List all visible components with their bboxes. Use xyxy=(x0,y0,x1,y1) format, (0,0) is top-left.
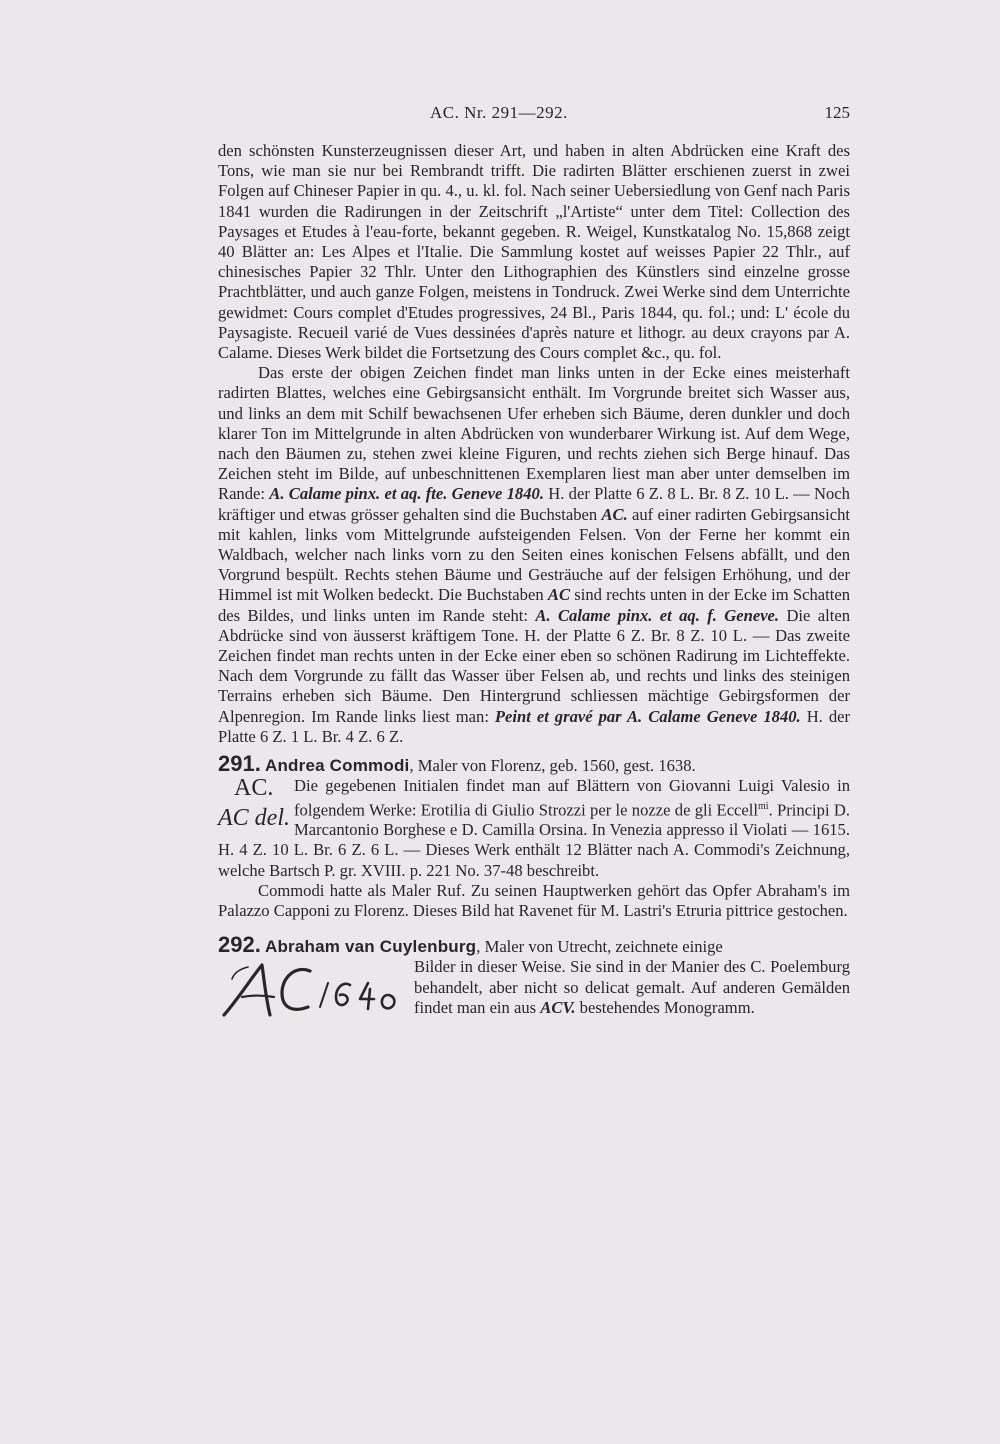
entry-291-name: Andrea Commodi xyxy=(264,756,410,776)
running-head: AC. Nr. 291—292. xyxy=(430,103,568,122)
entry-291 xyxy=(218,751,851,921)
entry-291-intro: , Maler von Florenz, geb. 1560, gest. 1638. xyxy=(409,756,696,776)
entry-291-body-c: Commodi hatte als Maler Ruf. Zu seinen Hauptwerken gehört das Opfer Abraham's im Palazzo Capponi zu Florenz. Dieses Bild hat Ravenet für M. Lastri's Etruria pittrice gestochen. xyxy=(218,880,850,921)
body-text xyxy=(218,141,850,1021)
paragraph-2-text-e: auf einer radirten Gebirgsansicht mit kahlen, links vom Mittelgrunde aufsteigenden Felsen. Von der Ferne her kommt ein Waldbach, welcher nach links vorn zu den Seiten eines konischen Felsens abfällt, und den Vorgrund bespült. Rechts stehen Bäume und Gesträuche auf der felsigen Erhöhung, und der Himmel ist mit Wolken bedeckt. Die Buchstaben xyxy=(218,504,851,605)
entry-291-superscript: mi xyxy=(758,800,769,812)
monogram-acv: ACV. xyxy=(540,997,576,1017)
entry-291-heading xyxy=(218,751,850,777)
page-number: 125 xyxy=(824,103,850,122)
entry-292-heading xyxy=(218,932,850,958)
inscription-2: A. Calame pinx. et aq. f. Geneve. xyxy=(535,605,780,625)
paragraph-2-text-c: H. der Platte 6 Z. 8 L. Br. 8 Z. 10 L. — Noch kräftiger und etwas grösser gehalten sind die Buchstaben xyxy=(218,484,850,524)
entry-291-body-b: . Principi D. Marcantonio Borghese e D. Camilla Orsina. In Venezia appresso il Violati — 1615. H. 4 Z. 10 L. Br. 6 Z. 6 L. — Dieses Werk enthält 12 Blätter nach A. Commodi's Zeichnung, welche Bartsch P. gr. XVIII. p. 221 No. 37-48 beschreibt. xyxy=(218,800,851,880)
entry-292 xyxy=(218,932,850,1018)
entry-292-intro: , Maler von Utrecht, zeichnete einige xyxy=(476,937,723,957)
monogram-ac-del: AC del. xyxy=(218,805,290,832)
entry-291-body xyxy=(218,776,850,881)
paragraph-2-text-k: H. der Platte 6 Z. 1 L. Br. 4 Z. 6 Z. xyxy=(218,706,851,746)
paragraph-2-text-a: Das erste der obigen Zeichen findet man links unten in der Ecke eines meisterhaft radirten Blattes, welches eine Gebirgsansicht enthält. Im Vorgrunde breitet sich Wasser aus, und links an dem mit Schilf bewachsenen Ufer erheben sich Bäume, deren dunkler und doch klarer Ton im Mittelgrunde in alten Abdrücken von wunderbarer Wirkung ist. Auf dem Wege, nach den Bäumen zu, stehen zwei kleine Figuren, und rechts ziehen sich Berge hinauf. Das Zeichen steht im Bilde, auf unbeschnittenen Exemplaren liest man aber unter demselben im Rande: xyxy=(218,363,850,504)
inscription-1: A. Calame pinx. et aq. fte. Geneve 1840. xyxy=(269,484,544,504)
monogram-ac-1640-drawing xyxy=(218,959,408,1021)
entry-292-body-c: bestehendes Monogramm. xyxy=(579,997,755,1017)
monogram-ac-1640 xyxy=(218,959,408,1021)
inscription-ac-1: AC. xyxy=(601,504,628,524)
paragraph-1: den schönsten Kunsterzeugnissen dieser Art, und haben in alten Abdrücken eine Kraft des Tons, wie man sie nur bei Rembrandt trifft. Die radirten Blätter erschienen zuerst in zwei Folgen auf Chineser Papier in qu. 4., u. kl. fol. Nach seiner Uebersiedlung von Genf nach Paris 1841 wurden die Radirungen in der Zeitschrift „l'Artiste“ unter dem Titel: Collection des Paysages et Etudes à l'eau-forte, bekannt gegeben. R. Weigel, Kunstkatalog No. 15,868 zeigt 40 Blätter an: Les Alpes et l'Italie. Die Sammlung kostet auf weisses Papier 22 Thlr., auf chinesisches Papier 32 Thlr. Unter den Lithographien des Künstlers sind einzelne grosse Prachtblätter, und auch ganze Folgen, meistens in Tondruck. Zwei Werke sind dem Unterrichte gewidmet: Cours complet d'Etudes progressives, 24 Bl., Paris 1844, qu. fol.; und: L' école du Paysagiste. Recueil varié de Vues dessinées d'après nature et lithogr. au deux crayons par A. Calame. Dieses Werk bildet die Fortsetzung des Cours complet &c., qu. fol. xyxy=(218,141,850,363)
page-header xyxy=(218,103,850,127)
inscription-3: Peint et gravé par A. Calame Geneve 1840. xyxy=(494,706,801,726)
paragraph-2-text-i: Die alten Abdrücke sind von äusserst kräftigem Tone. H. der Platte 6 Z. Br. 8 Z. 10 L. — Das zweite Zeichen findet man rechts unten in der Ecke einer eben so schönen Radirung im Lichteffekte. Nach dem Vorgrunde zu fällt das Wasser über Felsen ab, und rechts und links des steinigen Terrains erheben sich Bäume. Den Hintergrund schliessen mächtige Gebirgsformen der Alpenregion. Im Rande links liest man: xyxy=(218,605,850,726)
paragraph-2 xyxy=(218,363,850,747)
entry-291-body-a: Die gegebenen Initialen findet man auf Blättern von Giovanni Luigi Valesio in folgendem Werke: Erotilia di Giulio Strozzi per le nozze de gli Eccell xyxy=(294,776,850,820)
monogram-ac: AC. xyxy=(234,775,274,802)
entry-291-monograms xyxy=(218,775,290,834)
entry-292-body-a: Bilder in dieser Weise. Sie sind in der Manier des C. Poelemburg behandelt, aber nicht so delicat gemalt. Auf anderen Gemälden findet man ein aus xyxy=(414,957,850,1017)
entry-292-number: 292. xyxy=(218,932,261,958)
entry-292-name: Abraham van Cuylenburg xyxy=(264,937,477,957)
paragraph-2-text-g: sind rechts unten in der Ecke im Schatten des Bildes, und links unten im Rande steht: xyxy=(218,585,851,625)
entry-291-number: 291. xyxy=(218,751,261,777)
inscription-ac-2: AC xyxy=(547,585,571,605)
